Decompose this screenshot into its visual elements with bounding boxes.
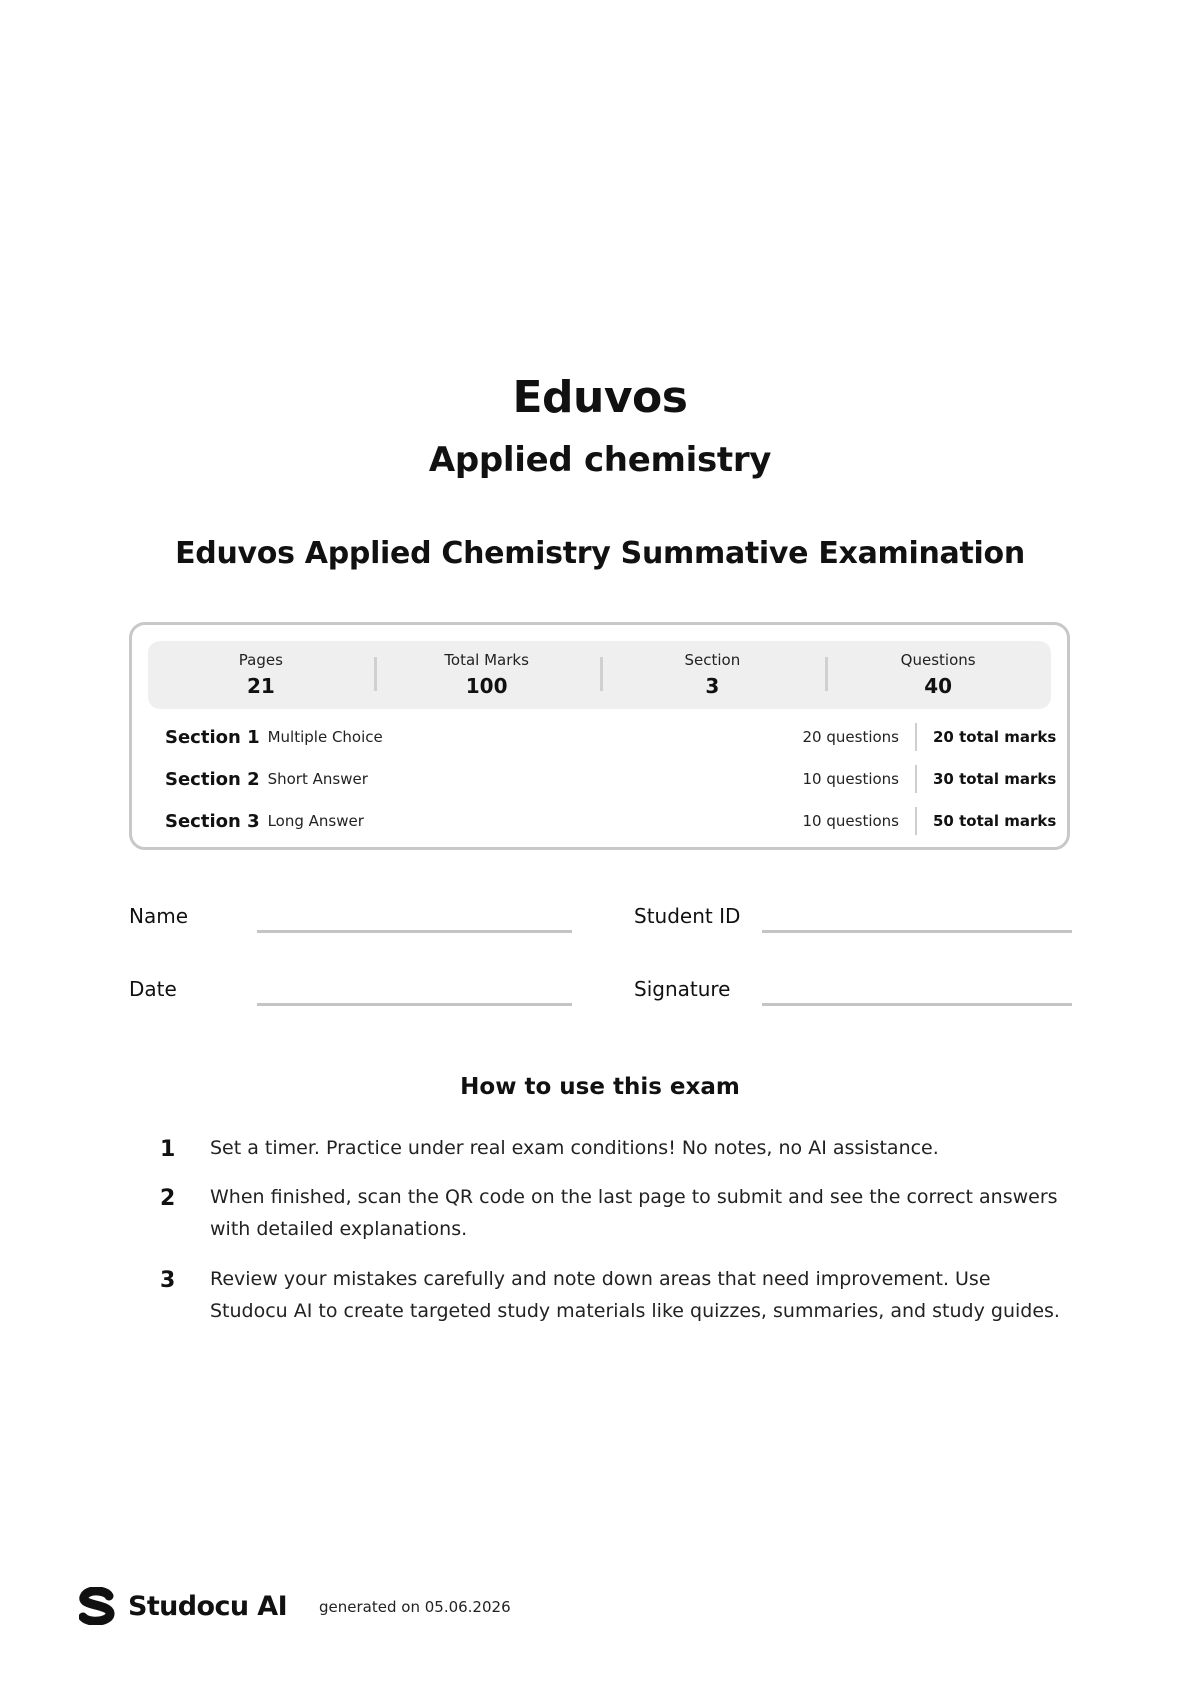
signature-field[interactable]: [762, 1003, 1072, 1006]
stat-label: Section: [684, 651, 741, 669]
stat-sections: [600, 641, 826, 709]
section-question-count: 20 questions: [802, 728, 899, 746]
step-number: 2: [160, 1186, 176, 1211]
step-text: Review your mistakes carefully and note down areas that need improvement. Use Studocu AI to create targeted study materials like quizzes, summaries, and study guides.: [210, 1268, 1060, 1322]
footer: [79, 1584, 511, 1628]
section-name: Section 3: [165, 810, 260, 832]
stat-value: 40: [924, 674, 953, 698]
stats-bar: [148, 641, 1051, 709]
step-number: 3: [160, 1268, 176, 1293]
divider: [915, 807, 917, 835]
generated-date: generated on 05.06.2026: [319, 1598, 511, 1616]
section-marks: 20 total marks: [933, 728, 1057, 746]
stat-label: Pages: [238, 651, 283, 669]
section-type: Multiple Choice: [267, 728, 383, 746]
name-field[interactable]: [257, 930, 572, 933]
instruction-step-2: [160, 1181, 1060, 1245]
step-text: When finished, scan the QR code on the last page to submit and see the correct answers with detailed explanations.: [210, 1186, 1058, 1240]
instruction-step-3: [160, 1263, 1060, 1327]
stat-label: Questions: [900, 651, 976, 669]
course-name: Applied chemistry: [428, 440, 772, 480]
date-field[interactable]: [257, 1003, 572, 1006]
section-stats: [802, 807, 1057, 835]
divider: [915, 723, 917, 751]
section-type: Short Answer: [267, 770, 368, 788]
section-type: Long Answer: [267, 812, 364, 830]
exam-summary-card: [129, 622, 1070, 850]
section-row-3: [165, 806, 1057, 836]
student-id-label: Student ID: [634, 904, 741, 928]
stat-questions: [825, 641, 1051, 709]
step-number: 1: [160, 1137, 176, 1162]
stat-value: 21: [246, 674, 275, 698]
step-text: Set a timer. Practice under real exam conditions! No notes, no AI assistance.: [210, 1137, 939, 1159]
signature-label: Signature: [634, 977, 731, 1001]
stat-value: 100: [465, 674, 508, 698]
stat-label: Total Marks: [444, 651, 529, 669]
section-question-count: 10 questions: [802, 770, 899, 788]
studocu-logo-icon: [79, 1587, 115, 1625]
section-marks: 30 total marks: [933, 770, 1057, 788]
instruction-step-1: [160, 1132, 1060, 1166]
section-marks: 50 total marks: [933, 812, 1057, 830]
section-name: Section 2: [165, 768, 260, 790]
name-label: Name: [129, 904, 189, 928]
section-stats: [802, 765, 1057, 793]
section-name: Section 1: [165, 726, 260, 748]
section-question-count: 10 questions: [802, 812, 899, 830]
instructions-title: How to use this exam: [460, 1074, 740, 1100]
date-label: Date: [129, 977, 177, 1001]
stat-value: 3: [705, 674, 720, 698]
student-id-field[interactable]: [762, 930, 1072, 933]
institution-name: Eduvos: [512, 372, 688, 423]
divider: [915, 765, 917, 793]
stat-pages: [148, 641, 374, 709]
exam-title: Eduvos Applied Chemistry Summative Examination: [175, 536, 1025, 571]
section-row-2: [165, 764, 1057, 794]
section-stats: [802, 723, 1057, 751]
brand-name: Studocu AI: [128, 1590, 288, 1622]
section-row-1: [165, 722, 1057, 752]
stat-total-marks: [374, 641, 600, 709]
